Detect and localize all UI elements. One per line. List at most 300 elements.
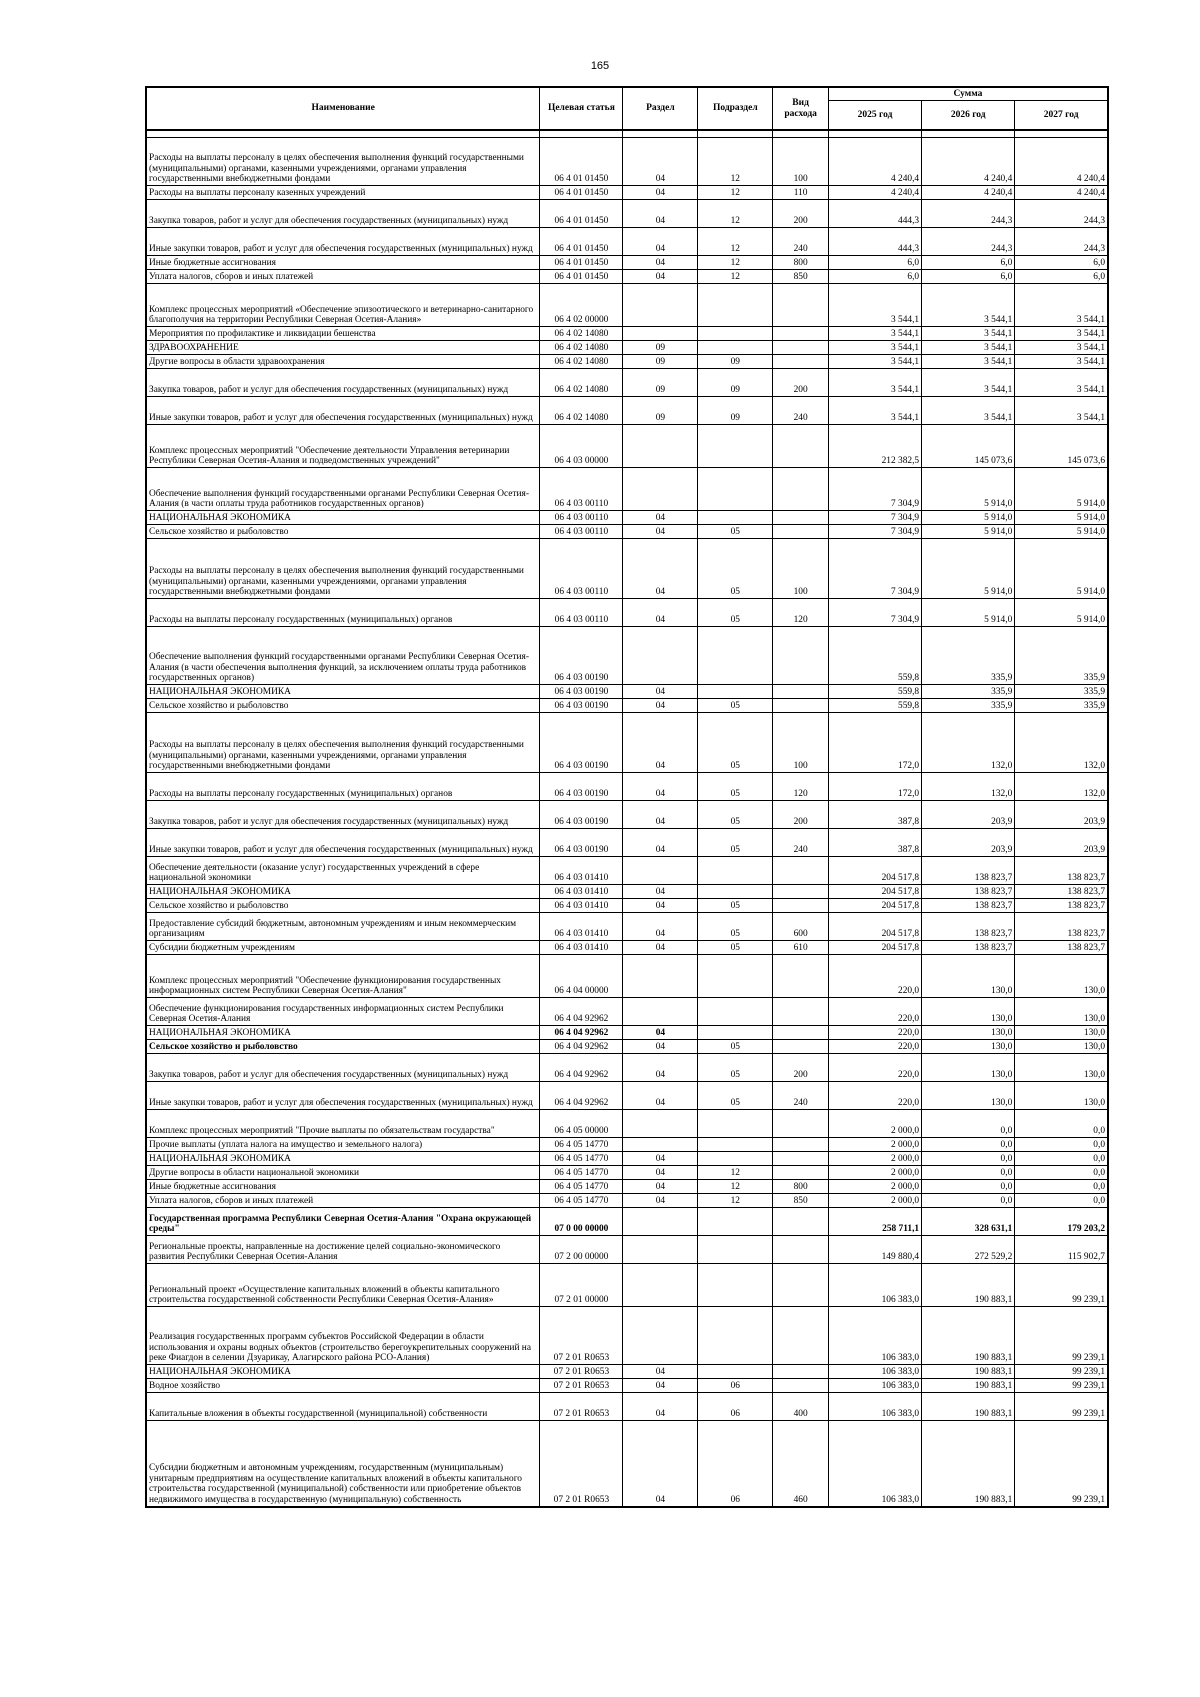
cell-sum-2025: 258 711,1 <box>828 1208 921 1236</box>
cell-expense-type: 200 <box>773 801 829 829</box>
cell-target-code: 06 4 03 00190 <box>540 699 623 713</box>
cell-sum-2027: 99 239,1 <box>1015 1264 1108 1307</box>
cell-sum-2027: 4 240,4 <box>1015 186 1108 200</box>
cell-subsection: 05 <box>698 801 773 829</box>
cell-sum-2025: 387,8 <box>828 829 921 857</box>
cell-name: Сельское хозяйство и рыболовство <box>146 899 540 913</box>
cell-sum-2026: 190 883,1 <box>922 1264 1015 1307</box>
cell-sum-2026: 138 823,7 <box>922 857 1015 885</box>
table-row <box>146 138 1108 186</box>
cell-section: 04 <box>623 1054 698 1082</box>
cell-sum-2025: 106 383,0 <box>828 1264 921 1307</box>
cell-sum-2026: 138 823,7 <box>922 941 1015 955</box>
table-row <box>146 685 1108 699</box>
cell-name: Субсидии бюджетным учреждениям <box>146 941 540 955</box>
cell-sum-2025: 4 240,4 <box>828 138 921 186</box>
cell-sum-2027: 5 914,0 <box>1015 539 1108 599</box>
cell-target-code: 06 4 03 00110 <box>540 539 623 599</box>
cell-section: 04 <box>623 1365 698 1379</box>
header-section: Раздел <box>623 87 698 130</box>
cell-subsection <box>698 341 773 355</box>
cell-sum-2027: 138 823,7 <box>1015 941 1108 955</box>
cell-sum-2025: 106 383,0 <box>828 1307 921 1365</box>
table-row <box>146 801 1108 829</box>
cell-sum-2027: 0,0 <box>1015 1152 1108 1166</box>
cell-subsection: 12 <box>698 1194 773 1208</box>
cell-target-code: 06 4 03 00190 <box>540 829 623 857</box>
table-row <box>146 1365 1108 1379</box>
cell-expense-type <box>773 525 829 539</box>
cell-sum-2027: 4 240,4 <box>1015 138 1108 186</box>
cell-sum-2027: 0,0 <box>1015 1180 1108 1194</box>
cell-sum-2027: 132,0 <box>1015 773 1108 801</box>
cell-sum-2026: 3 544,1 <box>922 369 1015 397</box>
cell-sum-2027: 130,0 <box>1015 955 1108 998</box>
table-row <box>146 599 1108 627</box>
cell-sum-2027: 0,0 <box>1015 1194 1108 1208</box>
cell-name: Расходы на выплаты персоналу государственных (муниципальных) органов <box>146 773 540 801</box>
cell-sum-2027: 6,0 <box>1015 256 1108 270</box>
cell-section: 04 <box>623 539 698 599</box>
cell-sum-2026: 138 823,7 <box>922 913 1015 941</box>
cell-name: Водное хозяйство <box>146 1379 540 1393</box>
cell-sum-2025: 220,0 <box>828 1082 921 1110</box>
cell-expense-type <box>773 284 829 327</box>
cell-expense-type: 240 <box>773 1082 829 1110</box>
cell-target-code: 06 4 01 01450 <box>540 186 623 200</box>
cell-section: 04 <box>623 773 698 801</box>
cell-sum-2025: 3 544,1 <box>828 355 921 369</box>
header-year-2025: 2025 год <box>828 101 921 131</box>
cell-subsection <box>698 1138 773 1152</box>
cell-expense-type <box>773 1138 829 1152</box>
table-row <box>146 1379 1108 1393</box>
cell-sum-2026: 0,0 <box>922 1180 1015 1194</box>
cell-subsection: 12 <box>698 256 773 270</box>
cell-sum-2026: 3 544,1 <box>922 284 1015 327</box>
cell-subsection <box>698 284 773 327</box>
cell-sum-2025: 2 000,0 <box>828 1138 921 1152</box>
cell-sum-2027: 99 239,1 <box>1015 1379 1108 1393</box>
cell-target-code: 07 2 01 R0653 <box>540 1379 623 1393</box>
cell-sum-2026: 132,0 <box>922 713 1015 773</box>
cell-name: Расходы на выплаты персоналу казенных учреждений <box>146 186 540 200</box>
cell-subsection <box>698 955 773 998</box>
cell-expense-type: 460 <box>773 1421 829 1507</box>
header-expense-type: Вид расхода <box>773 87 829 130</box>
cell-section: 04 <box>623 1040 698 1054</box>
cell-subsection: 06 <box>698 1393 773 1421</box>
cell-sum-2027: 335,9 <box>1015 699 1108 713</box>
cell-sum-2026: 190 883,1 <box>922 1379 1015 1393</box>
cell-expense-type <box>773 1208 829 1236</box>
cell-subsection: 05 <box>698 599 773 627</box>
cell-section: 04 <box>623 913 698 941</box>
cell-target-code: 06 4 03 00110 <box>540 525 623 539</box>
cell-section: 04 <box>623 200 698 228</box>
page-number: 165 <box>590 60 610 72</box>
cell-sum-2026: 203,9 <box>922 829 1015 857</box>
header-code: Целевая статья <box>540 87 623 130</box>
cell-name: НАЦИОНАЛЬНАЯ ЭКОНОМИКА <box>146 885 540 899</box>
cell-subsection <box>698 885 773 899</box>
cell-name: Закупка товаров, работ и услуг для обеспечения государственных (муниципальных) нужд <box>146 200 540 228</box>
table-row <box>146 1307 1108 1365</box>
cell-target-code: 06 4 01 01450 <box>540 138 623 186</box>
cell-sum-2025: 204 517,8 <box>828 913 921 941</box>
cell-sum-2025: 2 000,0 <box>828 1166 921 1180</box>
cell-expense-type <box>773 998 829 1026</box>
cell-target-code: 06 4 04 92962 <box>540 998 623 1026</box>
table-row <box>146 1110 1108 1138</box>
cell-name: НАЦИОНАЛЬНАЯ ЭКОНОМИКА <box>146 1152 540 1166</box>
cell-target-code: 06 4 02 00000 <box>540 284 623 327</box>
cell-name: Иные бюджетные ассигнования <box>146 256 540 270</box>
cell-section <box>623 1208 698 1236</box>
cell-section: 04 <box>623 699 698 713</box>
cell-section: 09 <box>623 355 698 369</box>
header-subsection: Подраздел <box>698 87 773 130</box>
cell-section <box>623 1110 698 1138</box>
cell-sum-2027: 244,3 <box>1015 200 1108 228</box>
cell-sum-2026: 244,3 <box>922 200 1015 228</box>
cell-name: Обеспечение выполнения функций государственными органами Республики Северная Осетия-Алания (в части обеспечения выполнения функций, за исключением оплаты труда работников государственных органов) <box>146 627 540 685</box>
cell-expense-type <box>773 341 829 355</box>
cell-target-code: 06 4 02 14080 <box>540 355 623 369</box>
cell-name: НАЦИОНАЛЬНАЯ ЭКОНОМИКА <box>146 1026 540 1040</box>
cell-sum-2025: 444,3 <box>828 228 921 256</box>
cell-sum-2027: 203,9 <box>1015 801 1108 829</box>
cell-sum-2026: 132,0 <box>922 773 1015 801</box>
cell-sum-2027: 130,0 <box>1015 998 1108 1026</box>
cell-section <box>623 955 698 998</box>
budget-table <box>145 86 1109 1508</box>
cell-sum-2027: 5 914,0 <box>1015 468 1108 511</box>
cell-target-code: 06 4 03 00000 <box>540 425 623 468</box>
cell-expense-type <box>773 699 829 713</box>
cell-expense-type: 240 <box>773 397 829 425</box>
cell-section: 04 <box>623 1393 698 1421</box>
cell-sum-2025: 220,0 <box>828 1040 921 1054</box>
cell-expense-type: 850 <box>773 270 829 284</box>
cell-sum-2027: 335,9 <box>1015 685 1108 699</box>
cell-name: Другие вопросы в области национальной экономики <box>146 1166 540 1180</box>
cell-subsection <box>698 685 773 699</box>
cell-name: Государственная программа Республики Северная Осетия-Алания "Охрана окружающей среды" <box>146 1208 540 1236</box>
header-spacer-row <box>146 130 1108 138</box>
cell-section <box>623 1307 698 1365</box>
cell-target-code: 06 4 03 00190 <box>540 713 623 773</box>
cell-sum-2027: 115 902,7 <box>1015 1236 1108 1264</box>
cell-expense-type: 100 <box>773 539 829 599</box>
cell-sum-2026: 335,9 <box>922 627 1015 685</box>
cell-sum-2026: 5 914,0 <box>922 525 1015 539</box>
table-row <box>146 341 1108 355</box>
header-year-2027: 2027 год <box>1015 101 1108 131</box>
cell-target-code: 07 2 01 R0653 <box>540 1393 623 1421</box>
cell-expense-type: 400 <box>773 1393 829 1421</box>
table-row <box>146 511 1108 525</box>
cell-name: Обеспечение функционирования государственных информационных систем Республики Северная Осетия-Алания <box>146 998 540 1026</box>
cell-sum-2025: 220,0 <box>828 955 921 998</box>
cell-expense-type: 800 <box>773 1180 829 1194</box>
cell-section: 04 <box>623 525 698 539</box>
cell-expense-type <box>773 685 829 699</box>
table-row <box>146 200 1108 228</box>
cell-name: Иные закупки товаров, работ и услуг для обеспечения государственных (муниципальных) нужд <box>146 397 540 425</box>
cell-section: 04 <box>623 885 698 899</box>
cell-sum-2025: 220,0 <box>828 998 921 1026</box>
cell-sum-2026: 3 544,1 <box>922 341 1015 355</box>
cell-section: 04 <box>623 829 698 857</box>
cell-target-code: 06 4 05 14770 <box>540 1138 623 1152</box>
cell-section: 09 <box>623 397 698 425</box>
cell-expense-type <box>773 327 829 341</box>
cell-target-code: 06 4 03 00110 <box>540 599 623 627</box>
cell-subsection <box>698 1264 773 1307</box>
table-header <box>146 87 1108 130</box>
cell-target-code: 06 4 03 00110 <box>540 468 623 511</box>
cell-subsection <box>698 425 773 468</box>
cell-name: Сельское хозяйство и рыболовство <box>146 525 540 539</box>
table-row <box>146 355 1108 369</box>
cell-target-code: 06 4 03 00190 <box>540 773 623 801</box>
cell-name: Региональные проекты, направленные на достижение целей социально-экономического развития Республики Северная Осетия-Алания <box>146 1236 540 1264</box>
cell-target-code: 06 4 04 92962 <box>540 1054 623 1082</box>
cell-sum-2025: 7 304,9 <box>828 511 921 525</box>
cell-target-code: 06 4 05 14770 <box>540 1194 623 1208</box>
cell-target-code: 06 4 03 01410 <box>540 913 623 941</box>
table-row <box>146 829 1108 857</box>
cell-section: 04 <box>623 228 698 256</box>
cell-sum-2025: 3 544,1 <box>828 397 921 425</box>
cell-section: 04 <box>623 1026 698 1040</box>
cell-target-code: 06 4 01 01450 <box>540 270 623 284</box>
header-sum: Сумма <box>828 87 1108 101</box>
cell-expense-type: 120 <box>773 773 829 801</box>
cell-sum-2025: 2 000,0 <box>828 1152 921 1166</box>
cell-sum-2026: 5 914,0 <box>922 468 1015 511</box>
cell-sum-2027: 335,9 <box>1015 627 1108 685</box>
cell-sum-2027: 3 544,1 <box>1015 284 1108 327</box>
cell-target-code: 06 4 02 14080 <box>540 327 623 341</box>
cell-name: Расходы на выплаты персоналу в целях обеспечения выполнения функций государственными (муниципальными) органами, казенными учреждениями, органами управления государственными внебюджетными фондами <box>146 539 540 599</box>
cell-section <box>623 468 698 511</box>
cell-sum-2026: 0,0 <box>922 1152 1015 1166</box>
cell-expense-type <box>773 955 829 998</box>
cell-sum-2027: 0,0 <box>1015 1166 1108 1180</box>
cell-target-code: 06 4 02 14080 <box>540 397 623 425</box>
cell-target-code: 06 4 05 00000 <box>540 1110 623 1138</box>
cell-target-code: 06 4 01 01450 <box>540 256 623 270</box>
cell-sum-2027: 138 823,7 <box>1015 857 1108 885</box>
table-row <box>146 1236 1108 1264</box>
table-row <box>146 327 1108 341</box>
cell-expense-type: 200 <box>773 200 829 228</box>
cell-sum-2025: 7 304,9 <box>828 539 921 599</box>
cell-target-code: 06 4 05 14770 <box>540 1166 623 1180</box>
cell-expense-type: 240 <box>773 829 829 857</box>
cell-section <box>623 1264 698 1307</box>
cell-sum-2027: 6,0 <box>1015 270 1108 284</box>
cell-sum-2026: 4 240,4 <box>922 186 1015 200</box>
cell-target-code: 06 4 01 01450 <box>540 228 623 256</box>
cell-sum-2027: 244,3 <box>1015 228 1108 256</box>
cell-section <box>623 627 698 685</box>
cell-name: Закупка товаров, работ и услуг для обеспечения государственных (муниципальных) нужд <box>146 1054 540 1082</box>
cell-name: Иные закупки товаров, работ и услуг для обеспечения государственных (муниципальных) нужд <box>146 228 540 256</box>
cell-section <box>623 284 698 327</box>
cell-sum-2026: 130,0 <box>922 1054 1015 1082</box>
cell-target-code: 06 4 03 00110 <box>540 511 623 525</box>
cell-target-code: 06 4 05 14770 <box>540 1152 623 1166</box>
cell-sum-2026: 0,0 <box>922 1110 1015 1138</box>
cell-subsection: 05 <box>698 773 773 801</box>
cell-sum-2025: 172,0 <box>828 773 921 801</box>
cell-target-code: 06 4 04 92962 <box>540 1026 623 1040</box>
cell-sum-2025: 212 382,5 <box>828 425 921 468</box>
cell-name: Сельское хозяйство и рыболовство <box>146 1040 540 1054</box>
cell-sum-2026: 190 883,1 <box>922 1421 1015 1507</box>
cell-sum-2025: 106 383,0 <box>828 1421 921 1507</box>
cell-sum-2026: 5 914,0 <box>922 539 1015 599</box>
cell-name: Иные бюджетные ассигнования <box>146 1180 540 1194</box>
cell-section: 04 <box>623 599 698 627</box>
cell-target-code: 06 4 03 01410 <box>540 941 623 955</box>
cell-sum-2027: 3 544,1 <box>1015 369 1108 397</box>
cell-name: Закупка товаров, работ и услуг для обеспечения государственных (муниципальных) нужд <box>146 369 540 397</box>
cell-expense-type <box>773 511 829 525</box>
table-row <box>146 284 1108 327</box>
cell-sum-2025: 172,0 <box>828 713 921 773</box>
cell-sum-2026: 130,0 <box>922 955 1015 998</box>
cell-name: Расходы на выплаты персоналу в целях обеспечения выполнения функций государственными (муниципальными) органами, казенными учреждениями, органами управления государственными внебюджетными фондами <box>146 138 540 186</box>
cell-subsection: 05 <box>698 1040 773 1054</box>
cell-sum-2025: 444,3 <box>828 200 921 228</box>
cell-target-code: 06 4 02 14080 <box>540 369 623 397</box>
cell-sum-2027: 145 073,6 <box>1015 425 1108 468</box>
header-year-2026: 2026 год <box>922 101 1015 131</box>
cell-sum-2026: 145 073,6 <box>922 425 1015 468</box>
table-row <box>146 857 1108 885</box>
cell-sum-2026: 130,0 <box>922 1026 1015 1040</box>
table-row <box>146 270 1108 284</box>
cell-sum-2026: 3 544,1 <box>922 397 1015 425</box>
cell-sum-2027: 99 239,1 <box>1015 1307 1108 1365</box>
cell-name: Мероприятия по профилактике и ликвидации бешенства <box>146 327 540 341</box>
cell-sum-2027: 5 914,0 <box>1015 599 1108 627</box>
cell-sum-2026: 5 914,0 <box>922 599 1015 627</box>
cell-sum-2027: 5 914,0 <box>1015 525 1108 539</box>
cell-sum-2025: 7 304,9 <box>828 468 921 511</box>
cell-expense-type: 200 <box>773 369 829 397</box>
table-row <box>146 699 1108 713</box>
table-row <box>146 468 1108 511</box>
cell-section: 04 <box>623 685 698 699</box>
cell-sum-2025: 204 517,8 <box>828 885 921 899</box>
cell-sum-2025: 106 383,0 <box>828 1379 921 1393</box>
cell-target-code: 07 2 01 R0653 <box>540 1421 623 1507</box>
cell-section: 04 <box>623 1082 698 1110</box>
cell-expense-type <box>773 1110 829 1138</box>
cell-target-code: 06 4 05 14770 <box>540 1180 623 1194</box>
cell-target-code: 07 2 01 R0653 <box>540 1307 623 1365</box>
cell-target-code: 07 0 00 00000 <box>540 1208 623 1236</box>
cell-subsection: 05 <box>698 913 773 941</box>
cell-subsection: 09 <box>698 397 773 425</box>
cell-section: 04 <box>623 1152 698 1166</box>
cell-sum-2027: 132,0 <box>1015 713 1108 773</box>
cell-sum-2027: 3 544,1 <box>1015 341 1108 355</box>
table-row <box>146 713 1108 773</box>
cell-target-code: 07 2 01 R0653 <box>540 1365 623 1379</box>
cell-subsection <box>698 327 773 341</box>
cell-target-code: 07 2 01 00000 <box>540 1264 623 1307</box>
cell-sum-2027: 99 239,1 <box>1015 1421 1108 1507</box>
cell-subsection <box>698 468 773 511</box>
cell-sum-2025: 3 544,1 <box>828 327 921 341</box>
cell-sum-2026: 335,9 <box>922 685 1015 699</box>
cell-sum-2026: 272 529,2 <box>922 1236 1015 1264</box>
cell-section: 04 <box>623 256 698 270</box>
cell-section <box>623 1236 698 1264</box>
cell-sum-2027: 138 823,7 <box>1015 899 1108 913</box>
cell-expense-type <box>773 1365 829 1379</box>
cell-sum-2026: 244,3 <box>922 228 1015 256</box>
cell-sum-2025: 6,0 <box>828 256 921 270</box>
header-name: Наименование <box>146 87 540 130</box>
cell-subsection: 06 <box>698 1421 773 1507</box>
cell-sum-2027: 3 544,1 <box>1015 327 1108 341</box>
table-row <box>146 397 1108 425</box>
table-row <box>146 1264 1108 1307</box>
cell-name: Прочие выплаты (уплата налога на имущество и земельного налога) <box>146 1138 540 1152</box>
cell-section: 04 <box>623 941 698 955</box>
cell-sum-2027: 3 544,1 <box>1015 355 1108 369</box>
cell-sum-2025: 387,8 <box>828 801 921 829</box>
cell-sum-2026: 190 883,1 <box>922 1307 1015 1365</box>
cell-name: Другие вопросы в области здравоохранения <box>146 355 540 369</box>
table-row <box>146 998 1108 1026</box>
table-row <box>146 228 1108 256</box>
cell-subsection: 12 <box>698 186 773 200</box>
cell-sum-2025: 7 304,9 <box>828 599 921 627</box>
table-row <box>146 1138 1108 1152</box>
cell-sum-2025: 106 383,0 <box>828 1393 921 1421</box>
cell-subsection <box>698 1026 773 1040</box>
cell-sum-2025: 559,8 <box>828 699 921 713</box>
cell-subsection <box>698 998 773 1026</box>
cell-expense-type: 600 <box>773 913 829 941</box>
cell-sum-2027: 5 914,0 <box>1015 511 1108 525</box>
cell-sum-2026: 0,0 <box>922 1138 1015 1152</box>
table-row <box>146 1026 1108 1040</box>
cell-sum-2026: 138 823,7 <box>922 885 1015 899</box>
cell-subsection: 06 <box>698 1379 773 1393</box>
cell-sum-2026: 3 544,1 <box>922 355 1015 369</box>
cell-section: 09 <box>623 341 698 355</box>
cell-name: Уплата налогов, сборов и иных платежей <box>146 1194 540 1208</box>
cell-sum-2027: 0,0 <box>1015 1138 1108 1152</box>
cell-subsection: 12 <box>698 200 773 228</box>
cell-target-code: 06 4 04 92962 <box>540 1082 623 1110</box>
cell-expense-type: 110 <box>773 186 829 200</box>
cell-expense-type <box>773 885 829 899</box>
cell-target-code: 06 4 04 00000 <box>540 955 623 998</box>
cell-sum-2027: 130,0 <box>1015 1040 1108 1054</box>
cell-name: Региональный проект «Осуществление капитальных вложений в объекты капитального строительства государственной собственности Республики Северная Осетия-Алания» <box>146 1264 540 1307</box>
cell-sum-2026: 3 544,1 <box>922 327 1015 341</box>
